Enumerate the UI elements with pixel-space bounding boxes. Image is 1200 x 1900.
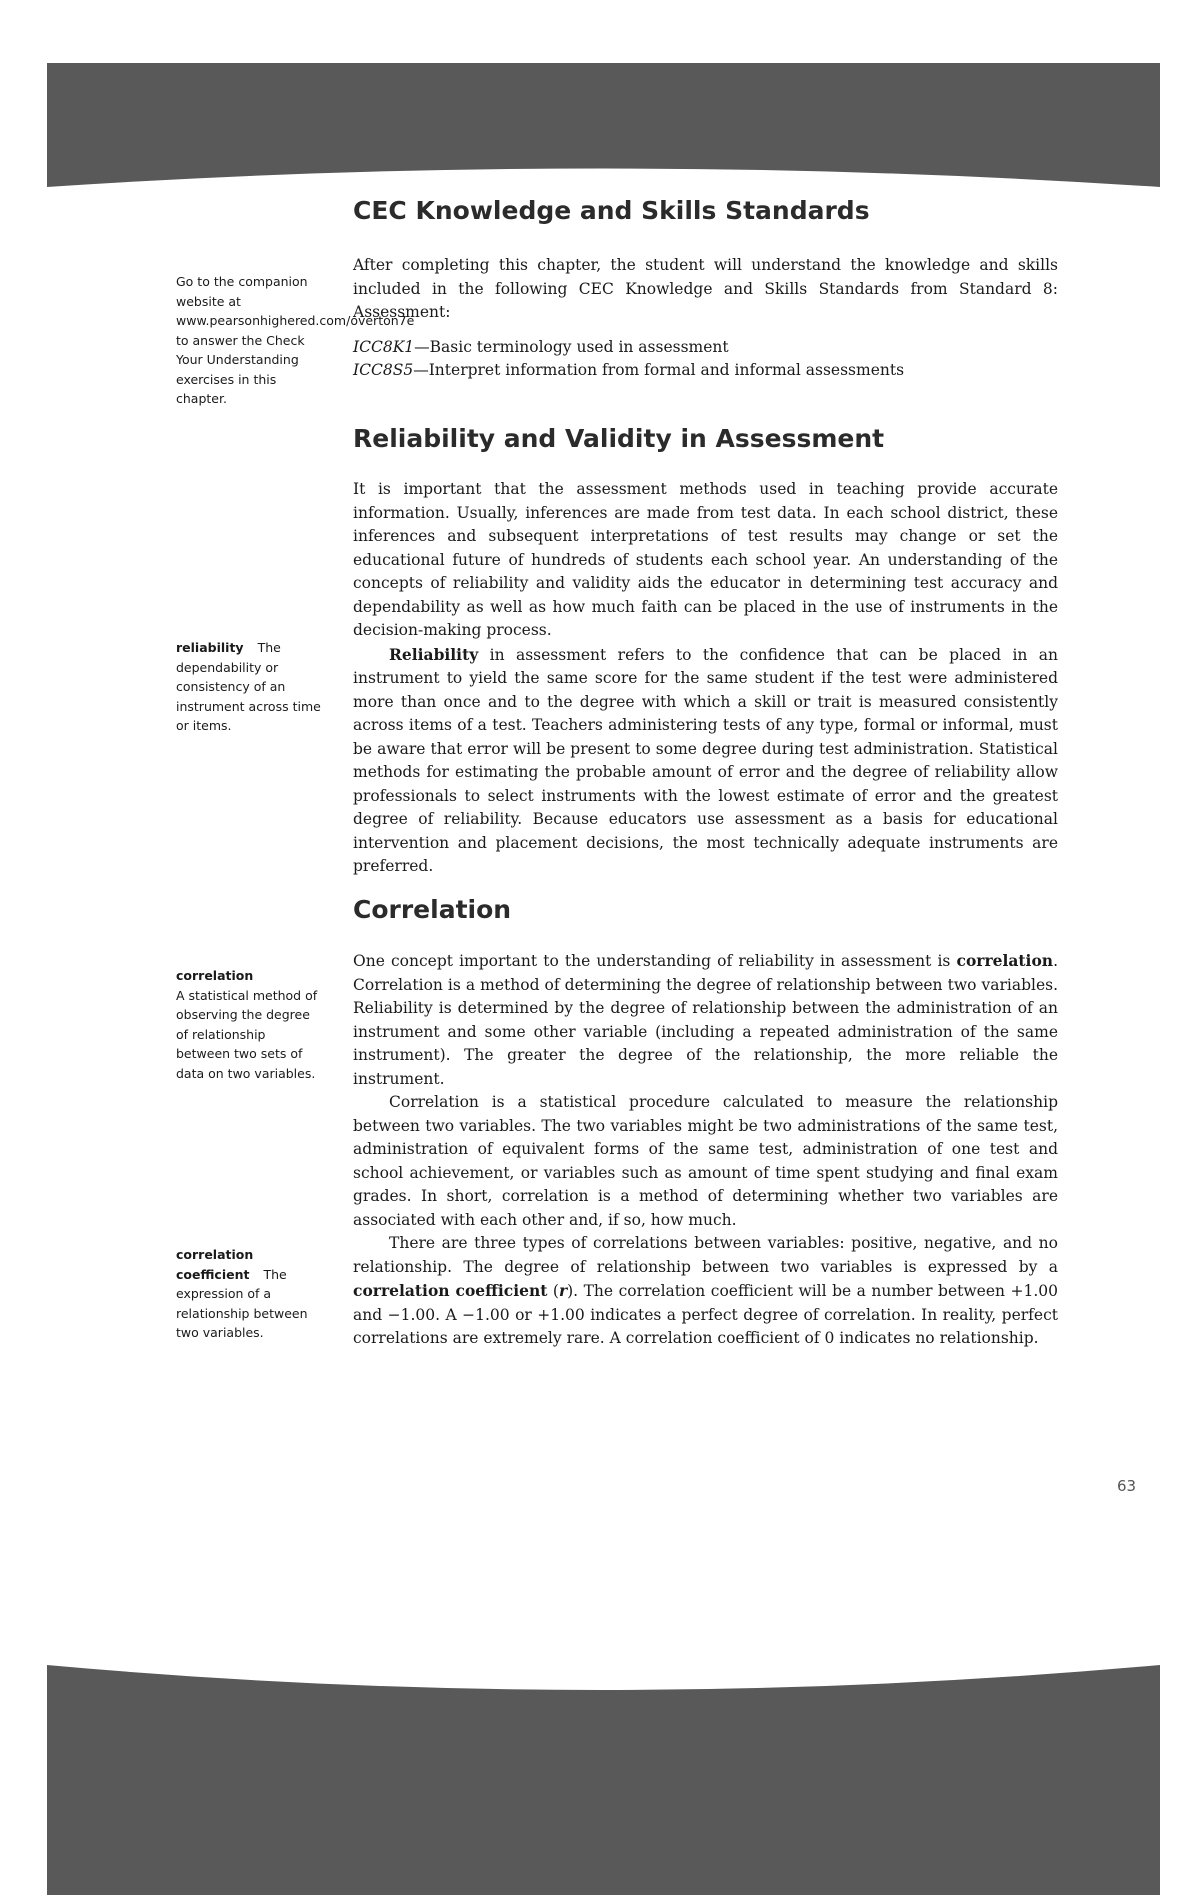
glossary-term: reliability [176,640,244,655]
paren-open: ( [547,1282,559,1300]
key-term-reliability: Reliability [389,644,479,664]
section-heading-reliability: Reliability and Validity in Assessment [353,424,885,453]
correlation-paragraph-2: Correlation is a statistical procedure calculated to measure the relationship between two variables. The two variables might be two administrations of the same test, administration of equivalent forms of the same test, administration of one test and school achievement, or variables such as amount of time spent studying and final exam grades. In short, correlation is a method of determining whether two variables are associated with each other and, if so, how much. [353,1093,1058,1229]
correlation-section-body [353,949,1058,1351]
margin-note-companion: Go to the companion website at www.pearsonhighered.com/overton7e to answer the Check Your Understanding exercises in this chapter. [176,274,415,406]
cec-section-body [353,254,1058,383]
standard-text: —Interpret information from formal and informal assessments [413,361,905,379]
glossary-definition: A statistical method of observing the degree of relationship between two sets of data on two variables. [176,987,318,1081]
glossary-definition: The dependability or consistency of an instrument across time or items. [176,640,321,733]
margin-note-reliability [176,638,321,736]
correlation-paragraph-1-start: One concept important to the understanding of reliability in assessment is [353,952,957,970]
standard-item [353,359,1058,383]
margin-note-correlation [176,966,321,1083]
glossary-definition: The expression of a relationship between two variables. [176,1266,308,1340]
standard-code: ICC8S5 [353,361,414,379]
key-term-correlation: correlation [956,951,1054,970]
page-number: 63 [1117,1477,1137,1495]
reliability-section-body [353,478,1058,879]
key-term-correlation-coefficient: correlation coefficient [353,1281,548,1300]
glossary-term: correlation [176,968,254,983]
top-decorative-band [0,0,1200,200]
bottom-decorative-band [0,1660,1200,1900]
correlation-paragraph-1 [353,949,1058,1091]
correlation-paragraph-3 [353,1232,1058,1351]
correlation-paragraph-1-rest: . Correlation is a method of determining the degree of relationship between two variables. Reliability is determined by the degree of relationship between the administration of an instrument and some other variable (including a repeated administration of the same instrument). The greater the degree of the relationship, the more reliable the instrument. [353,952,1058,1088]
cec-intro: After completing this chapter, the student will understand the knowledge and skills included in the following CEC Knowledge and Skills Standards from Standard 8: Assessment: [353,256,1058,321]
correlation-paragraph-3-rest: ). The correlation coefficient will be a number between +1.00 and −1.00. A −1.00 or +1.00 indicates a perfect degree of correlation. In reality, perfect correlations are extremely rare. A correlation coefficient of 0 indicates no relationship. [353,1282,1058,1347]
reliability-paragraph-1: It is important that the assessment methods used in teaching provide accurate information. Usually, inferences are made from test data. In each school district, these inferences and subsequent interpretations of test results may change or set the educational future of hundreds of students each school year. An understanding of the concepts of reliability and validity aids the educator in determining test accuracy and dependability as well as how much faith can be placed in the use of instruments in the decision-making process. [353,480,1058,639]
standard-text: —Basic terminology used in assessment [414,337,729,356]
standard-code: ICC8K1 [353,337,415,356]
section-heading-correlation: Correlation [353,895,512,924]
symbol-r: r [558,1281,568,1300]
section-heading-cec: CEC Knowledge and Skills Standards [353,196,870,225]
reliability-paragraph-2 [353,643,1058,879]
glossary-term: correlation coefficient [176,1247,254,1282]
standard-item [353,336,1058,360]
reliability-paragraph-2-text: in assessment refers to the confidence that can be placed in an instrument to yield the same score for the same student if the test were administered more than once and to the degree with which a skill or trait is measured consistently across items of a test. Teachers administering tests of any type, formal or informal, must be aware that error will be present to some degree during test administration. Statistical methods for estimating the probable amount of error and the degree of reliability allow professionals to select instruments with the lowest estimate of error and the greatest degree of reliability. Because educators use assessment as a basis for educational intervention and placement decisions, the most technically adequate instruments are preferred. [353,645,1058,875]
correlation-paragraph-3-start: There are three types of correlations between variables: positive, negative, and no relationship. The degree of relationship between two variables is expressed by a [353,1234,1058,1276]
margin-note-correlation-coefficient [176,1245,321,1343]
